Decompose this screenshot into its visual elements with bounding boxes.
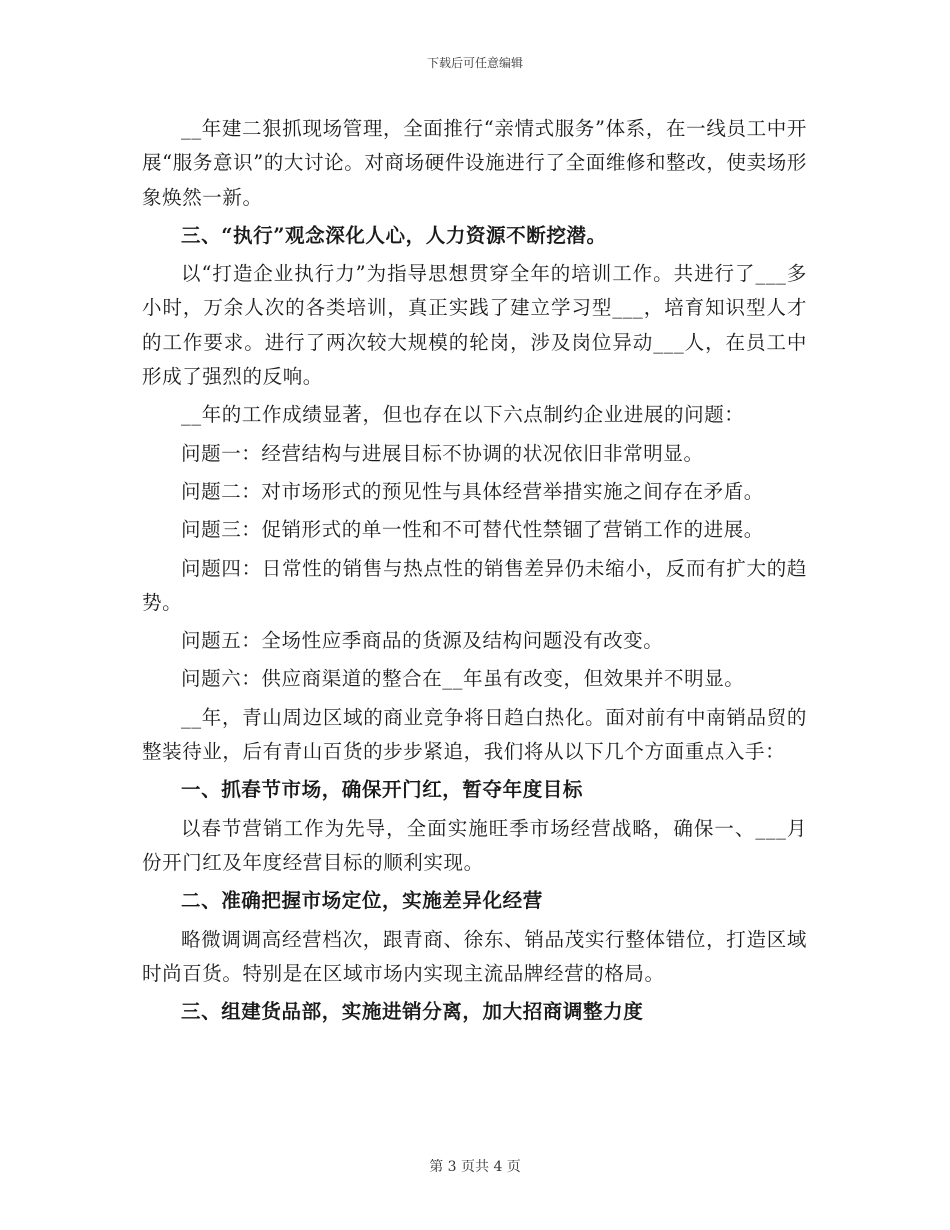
problem-4: 问题四：日常性的销售与热点性的销售差异仍未缩小，反而有扩大的趋势。 [142, 556, 807, 614]
paragraph-competition: __年，青山周边区域的商业竞争将日趋白热化。面对前有中南销品贸的整装待业，后有青山百货的步步紧追，我们将从以下几个方面重点入手： [142, 705, 807, 764]
page-number: 第 3 页共 4 页 [429, 1159, 521, 1175]
paragraph-1: __年建二狠抓现场管理，全面推行“亲情式服务”体系，在一线员工中开展“服务意识”的大讨论。对商场硬件设施进行了全面维修和整改，使卖场形象焕然一新。 [142, 117, 807, 209]
problem-3: 问题三：促销形式的单一性和不可替代性禁锢了营销工作的进展。 [181, 518, 764, 542]
paragraph-problems-intro: __年的工作成绩显著，但也存在以下六点制约企业进展的问题： [181, 403, 745, 427]
problem-2: 问题二：对市场形式的预见性与具体经营举措实施之间存在矛盾。 [181, 479, 764, 503]
plan-heading-1: 一、抓春节市场，确保开门红，暂夺年度目标 [181, 778, 584, 802]
plan-heading-3: 三、组建货品部，实施进销分离，加大招商调整力度 [181, 1000, 644, 1024]
problem-6: 问题六：供应商渠道的整合在__年虽有改变，但效果并不明显。 [181, 667, 745, 691]
paragraph-spring-festival: 以春节营销工作为先导，全面实施旺季市场经营战略，确保一、___月份开门红及年度经营目标的顺利实现。 [142, 816, 807, 874]
document-body [142, 112, 807, 1033]
plan-heading-2: 二、准确把握市场定位，实施差异化经营 [181, 889, 543, 913]
problem-1: 问题一：经营结构与进展目标不协调的状况依旧非常明显。 [181, 441, 704, 465]
paragraph-training: 以“打造企业执行力”为指导思想贯穿全年的培训工作。共进行了___多小时，万余人次的各类培训，真正实践了建立学习型___，培育知识型人才的工作要求。进行了两次较大规模的轮岗，涉及岗位异动___人，在员工中形成了强烈的反响。 [142, 262, 807, 389]
paragraph-positioning: 略微调调高经营档次，跟青商、徐东、销品茂实行整体错位，打造区域时尚百货。特别是在区域市场内实现主流品牌经营的格局。 [142, 927, 807, 985]
section-heading-3: 三、“执行”观念深化人心，人力资源不断挖潜。 [181, 223, 607, 247]
problem-5: 问题五：全场性应季商品的货源及结构问题没有改变。 [181, 629, 664, 653]
page-header: 下载后可任意编辑 [426, 56, 523, 70]
